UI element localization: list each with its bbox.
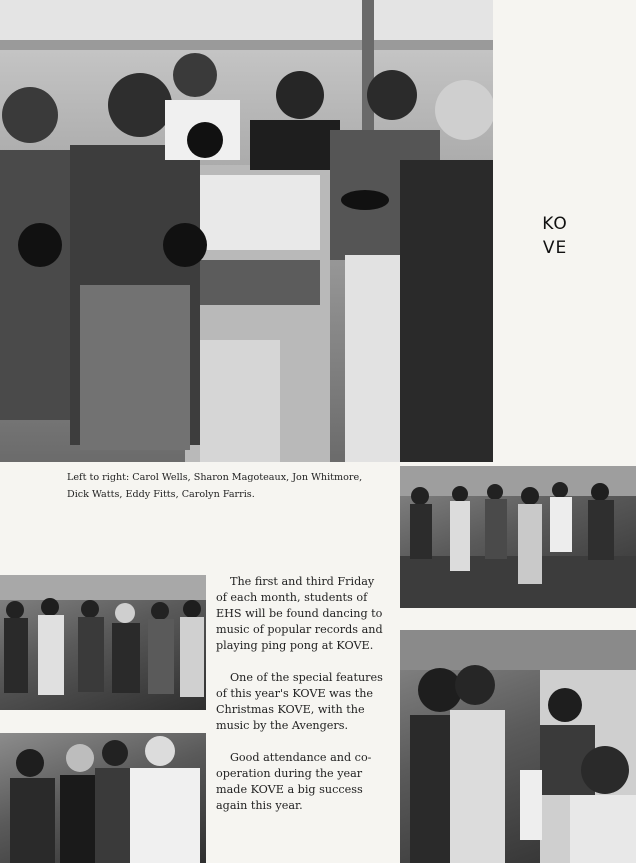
- dancing-crowd-photo: [400, 466, 636, 608]
- paragraph-1: The first and third Friday of each month, students of EHS will be found dancing to music of popular records and playing ping pong at KOVE.: [216, 575, 383, 652]
- page-heading: KOVE: [542, 214, 568, 258]
- students-standing-photo: [0, 575, 206, 710]
- article-body: [216, 574, 388, 830]
- couples-dancing-photo: [0, 733, 206, 863]
- paragraph-2: One of the special features of this year's KOVE was the Christmas KOVE, with the music by the Avengers.: [216, 671, 383, 732]
- group-photo-jukebox: [0, 0, 493, 462]
- boys-closeup-photo: [400, 630, 636, 863]
- paragraph-3: Good attendance and co-operation during the year made KOVE a big success again this year.: [216, 751, 372, 812]
- photo-caption: Left to right: Carol Wells, Sharon Magoteaux, Jon Whitmore, Dick Watts, Eddy Fitts, Carolyn Farris.: [67, 472, 363, 500]
